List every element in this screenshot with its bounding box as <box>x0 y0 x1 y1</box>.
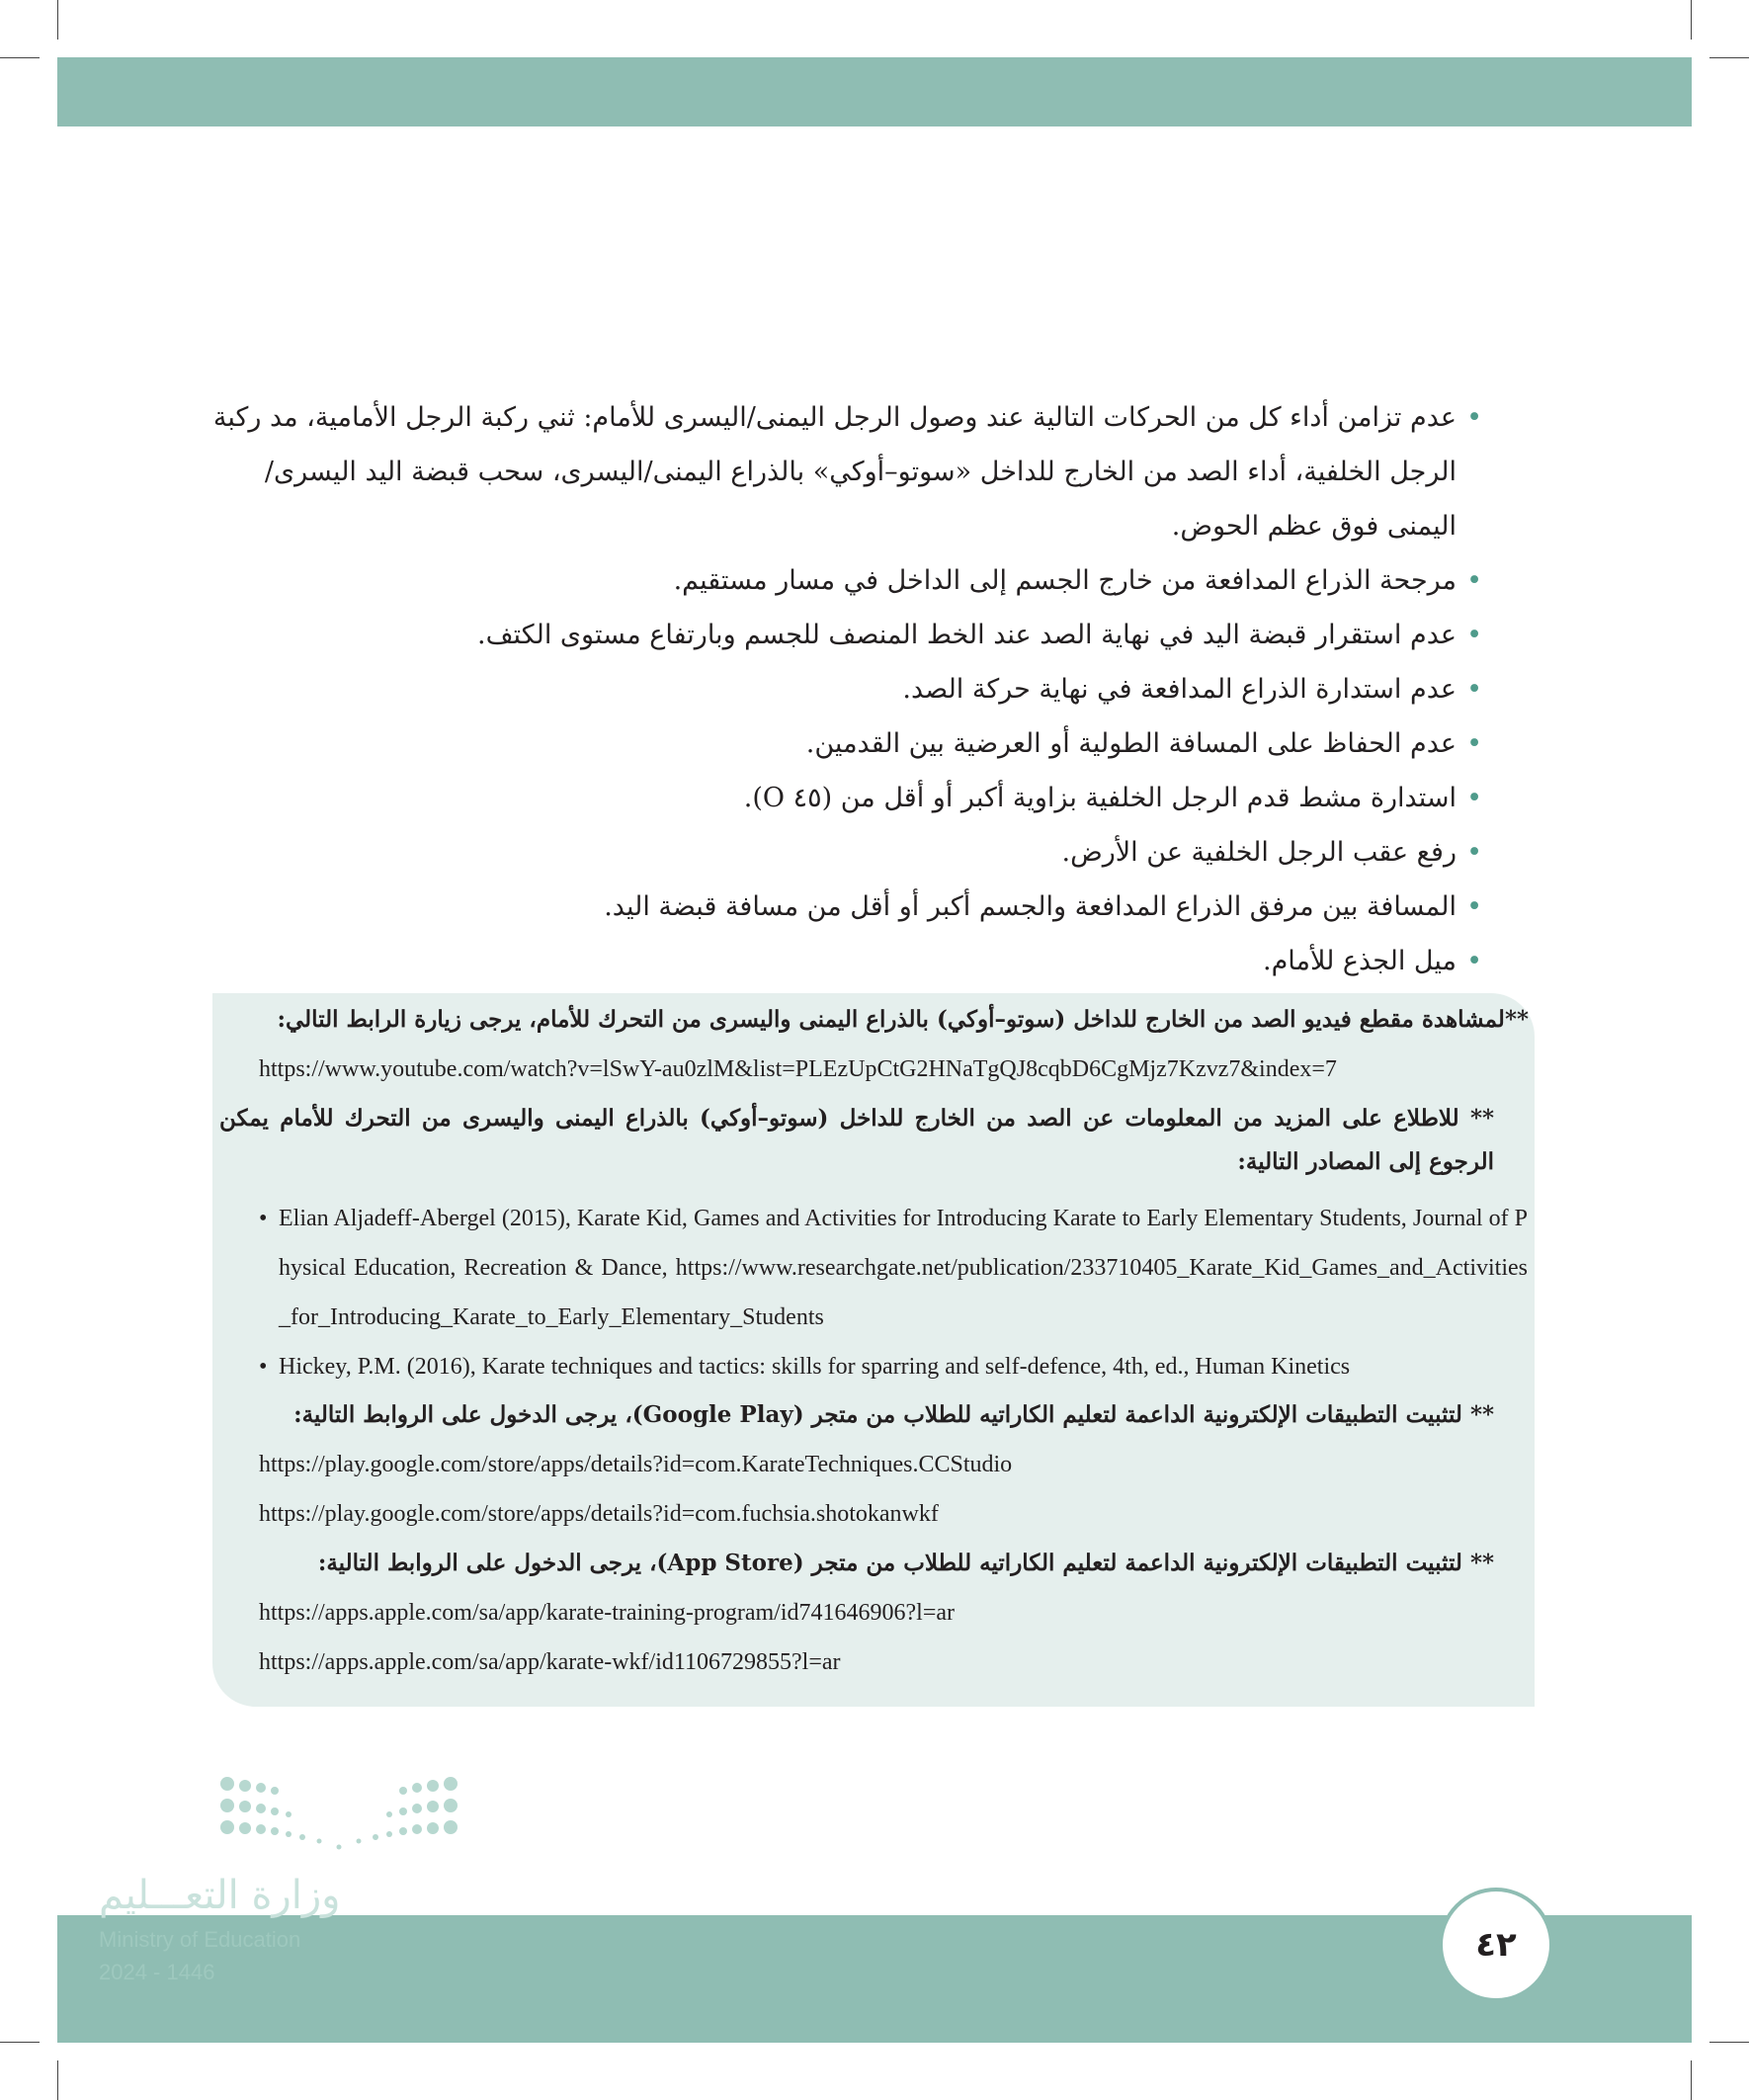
app-store-link[interactable]: https://apps.apple.com/sa/app/karate-training-program/id741646906?l=ar <box>259 1600 956 1626</box>
page-number-badge <box>1439 1888 1553 2002</box>
reference-item: Elian Aljadeff-Abergel (2015), Karate Kid, Games and Activities for Introducing Karate to Early Elementary Students, Journal of Physical Education, Recreation & Dance, https://www.researchgate.net/publication/233710405_Karate_Kid_Games_and_Activities_for_Introducing_Karate_to_Early_Elementary_Students <box>279 1206 1528 1330</box>
ministry-logo-year: 2024 - 1446 <box>99 1960 215 1984</box>
app-store-heading: ** لتثبيت التطبيقات الإلكترونية الداعمة لتعليم الكاراتيه للطلاب من متجر (App Store)، يرجى الدخول على الروابط التالية: <box>317 1550 1494 1576</box>
ministry-logo-arabic: وزارة التعـــليم <box>99 1873 341 1918</box>
app-store-link[interactable]: https://apps.apple.com/sa/app/karate-wkf/id1106729855?l=ar <box>259 1649 841 1675</box>
more-info-heading: ** للاطلاع على المزيد من المعلومات عن الصد من الخارج للداخل (سوتو–أوكي) بالذراع اليمنى واليسرى من التحرك للأمام يمكن الرجوع إلى المصادر التالية: <box>219 1105 1494 1175</box>
list-item: • رفع عقب الرجل الخلفية عن الأرض. <box>198 825 1482 880</box>
bullet-dot: • <box>259 1206 268 1231</box>
page-number: ٤٢ <box>1475 1925 1517 1965</box>
header-band <box>57 57 1692 126</box>
error-list <box>198 390 1482 988</box>
google-play-link[interactable]: https://play.google.com/store/apps/details?id=com.KarateTechniques.CCStudio <box>259 1452 1013 1477</box>
google-play-link[interactable]: https://play.google.com/store/apps/details?id=com.fuchsia.shotokanwkf <box>259 1501 939 1527</box>
crop-mark <box>0 2042 40 2043</box>
crop-mark <box>1709 2042 1749 2043</box>
list-item: • ميل الجذع للأمام. <box>198 934 1482 988</box>
crop-mark <box>1691 0 1692 40</box>
crop-mark <box>0 57 40 58</box>
list-item: • عدم استقرار قبضة اليد في نهاية الصد عند الخط المنصف للجسم وبارتفاع مستوى الكتف. <box>198 608 1482 662</box>
crop-mark <box>1691 2060 1692 2100</box>
list-item: • مرجحة الذراع المدافعة من خارج الجسم إلى الداخل في مسار مستقيم. <box>198 553 1482 608</box>
video-heading: **لمشاهدة مقطع فيديو الصد من الخارج للداخل (سوتو–أوكي) بالذراع اليمنى واليسرى من التحرك للأمام، يرجى زيارة الرابط التالي: <box>277 1006 1529 1033</box>
list-item: • عدم استدارة الذراع المدافعة في نهاية حركة الصد. <box>198 662 1482 716</box>
reference-item: Hickey, P.M. (2016), Karate techniques and tactics: skills for sparring and self-defence, 4th, ed., Human Kinetics <box>279 1354 1351 1380</box>
bullet-dot: • <box>259 1354 268 1380</box>
list-item: • استدارة مشط قدم الرجل الخلفية بزاوية أكبر أو أقل من (٤٥ O). <box>198 771 1482 825</box>
ministry-logo-dots-icon <box>215 1774 462 1853</box>
list-item: • عدم الحفاظ على المسافة الطولية أو العرضية بين القدمين. <box>198 716 1482 771</box>
list-item: • المسافة بين مرفق الذراع المدافعة والجسم أكبر أو أقل من مسافة قبضة اليد. <box>198 880 1482 934</box>
crop-mark <box>57 0 58 40</box>
list-item: • عدم تزامن أداء كل من الحركات التالية عند وصول الرجل اليمنى/اليسرى للأمام: ثني ركبة الرجل الأمامية، مد ركبة الرجل الخلفية، أداء الصد من الخارج للداخل «سوتو–أوكي» بالذراع اليمنى/اليسرى، سحب قبضة اليد اليسرى/اليمنى فوق عظم الحوض. <box>198 390 1482 553</box>
crop-mark <box>1709 57 1749 58</box>
video-link[interactable]: https://www.youtube.com/watch?v=lSwY-au0zlM&list=PLEzUpCtG2HNaTgQJ8cqbD6CgMjz7Kzvz7&index=7 <box>259 1056 1337 1082</box>
crop-mark <box>57 2060 58 2100</box>
ministry-logo-english: Ministry of Education <box>99 1927 301 1952</box>
google-play-heading: ** لتثبيت التطبيقات الإلكترونية الداعمة لتعليم الكاراتيه للطلاب من متجر (Google Play)، يرجى الدخول على الروابط التالية: <box>293 1401 1494 1428</box>
